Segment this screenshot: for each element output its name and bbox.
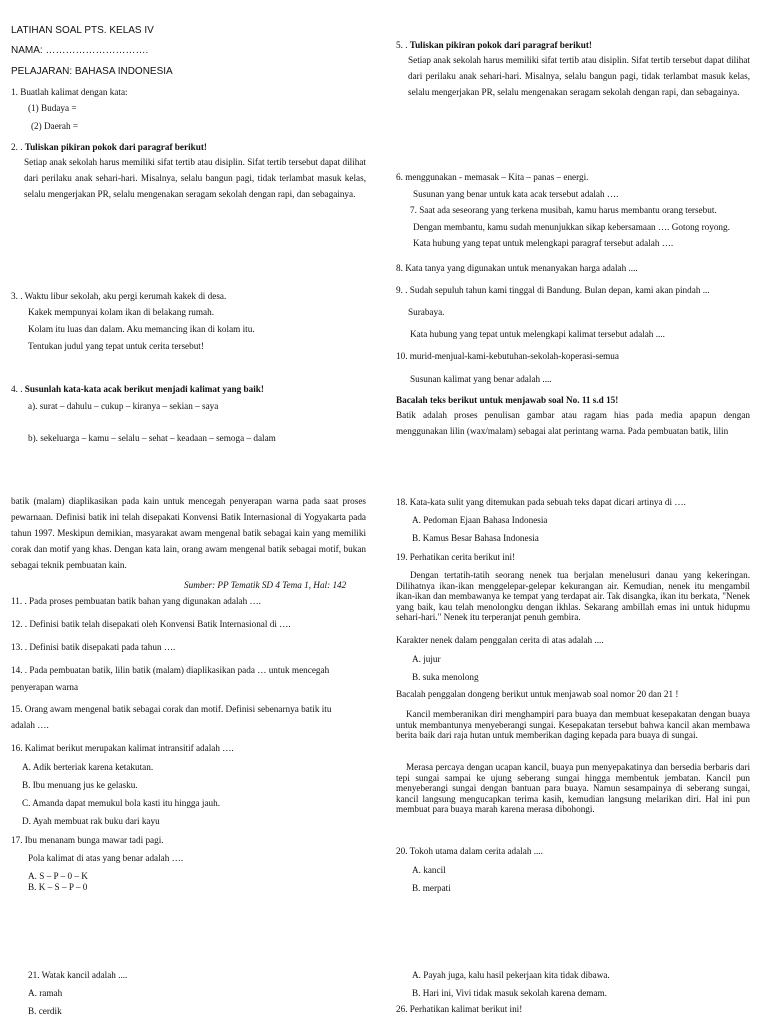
question-9-line-2: Surabaya. — [408, 307, 445, 317]
dongeng-paragraph-2: Merasa percaya dengan ucapan kancil, buaya pun menyepakatinya dan bersedia berbaris dari tepi sungai sampai ke ujung seberang sungai hingga membentuk jembatan. Kancil pun menyeberangi sungai dengan bantuan para buaya. Namun sesampainya di seberang sungai, kancil langsung mengucapkan terima kasih, kemudian langsung melarikan diri. Hal ini pun membuat para buaya marah karena merasa dibohongi. — [396, 762, 750, 815]
question-17: 17. Ibu menanam bunga mawar tadi pagi. — [11, 835, 164, 845]
question-4-instruction: Susunlah kata-kata acak berikut menjadi kalimat yang baik! — [24, 384, 264, 394]
batik-source: Sumber: PP Tematik SD 4 Tema 1, Hal: 142 — [184, 580, 347, 590]
question-1-item-b: (2) Daerah = — [31, 121, 79, 131]
question-15-line-2: adalah …. — [11, 720, 49, 730]
question-5 — [396, 40, 592, 52]
question-2-number: 2. . — [11, 142, 25, 152]
question-7-prompt: Kata hubung yang tepat untuk melengkapi paragraf tersebut adalah …. — [413, 238, 674, 248]
question-5-number: 5. . — [396, 40, 410, 50]
subject-label: PELAJARAN: BAHASA INDONESIA — [11, 66, 173, 77]
question-16: 16. Kalimat berikut merupakan kalimat intransitif adalah …. — [11, 743, 234, 753]
question-4-number: 4. . — [11, 384, 25, 394]
question-7: 7. Saat ada seseorang yang terkena musibah, kamu harus membantu orang tersebut. — [410, 205, 717, 215]
question-4-item-b: b). sekeluarga – kamu – selalu – sehat – keadaan – semoga – dalam — [28, 433, 276, 443]
question-9-prompt: Kata hubung yang tepat untuk melengkapi kalimat tersebut adalah .... — [410, 329, 665, 339]
question-18: 18. Kata-kata sulit yang ditemukan pada sebuah teks dapat dicari artinya di …. — [396, 497, 686, 507]
question-4-item-a: a). surat – dahulu – cukup – kiranya – sekian – saya — [28, 401, 219, 411]
question-4 — [11, 384, 264, 396]
question-26: 26. Perhatikan kalimat berikut ini! — [396, 1004, 523, 1014]
question-17-prompt: Pola kalimat di atas yang benar adalah …. — [28, 853, 184, 863]
dongeng-reading-heading: Bacalah penggalan dongeng berikut untuk menjawab soal nomor 20 dan 21 ! — [396, 689, 679, 699]
question-25-option-a: A. Payah juga, kalu hasil pekerjaan kita tidak dibawa. — [412, 970, 610, 980]
question-9: 9. . Sudah sepuluh tahun kami tinggal di Bandung. Bulan depan, kami akan pindah ... — [396, 285, 710, 295]
question-3-line-4: Tentukan judul yang tepat untuk cerita tersebut! — [28, 341, 204, 351]
question-17-option-b: B. K – S – P – 0 — [28, 882, 88, 892]
question-16-option-d: D. Ayah membuat rak buku dari kayu — [22, 816, 160, 826]
question-13: 13. . Definisi batik disepakati pada tahun …. — [11, 642, 176, 652]
question-19-story: Dengan tertatih-tatih seorang nenek tua berjalan menelusuri danau yang kekeringan. Dilihatnya ikan-ikan menggelepar-gelepar kekurangan air. Kemudian, nenek itu mengambil ikan-ikan dan membawanya ke tempat yang terdapat air. Tak disangka, ikan itu berkata, "Nenek yang baik, kau telah menolongku dengan ikhlas. Sekarang ambillah emas ini untuk hidupmu sehari-hari." Nenek itu terperanjat penuh gembira. — [396, 570, 750, 623]
question-21-option-a: A. ramah — [28, 988, 63, 998]
question-25-option-b: B. Hari ini, Vivi tidak masuk sekolah karena demam. — [412, 988, 607, 998]
question-6-prompt: Susunan yang benar untuk kata acak tersebut adalah …. — [413, 189, 619, 199]
question-20-option-a: A. kancil — [412, 865, 446, 875]
question-20-option-b: B. merpati — [412, 883, 451, 893]
question-6: 6. menggunakan - memasak – Kita – panas – energi. — [396, 172, 589, 182]
question-3: 3. . Waktu libur sekolah, aku pergi kerumah kakek di desa. — [11, 291, 227, 301]
question-3-line-2: Kakek mempunyai kolam ikan di belakang rumah. — [28, 307, 214, 317]
batik-paragraph-part-1: Batik adalah proses penulisan gambar atau ragam hias pada media apapun dengan menggunakan lilin (wax/malam) sebagai alat perintang warna. Pada pembuatan batik, lilin — [396, 410, 750, 437]
dongeng-paragraph-1: Kancil memberanikan diri menghampiri para buaya dan membuat kesepakatan dengan buaya untuk membantunya menyeberangi sungai. Kesepakatan tersebut bahwa kancil akan membawa berita baik dari raja hutan untuk memberikan daging kepada para buaya di sungai. — [396, 709, 750, 741]
question-15: 15. Orang awam mengenal batik sebagai corak dan motif. Definisi sebenarnya batik itu — [11, 704, 332, 714]
question-14: 14. . Pada pembuatan batik, lilin batik (malam) diaplikasikan pada … untuk mencegah — [11, 665, 330, 675]
question-5-instruction: Tuliskan pikiran pokok dari paragraf berikut! — [409, 40, 592, 50]
question-3-line-3: Kolam itu luas dan dalam. Aku memancing ikan di kolam itu. — [28, 324, 255, 334]
question-16-option-b: B. Ibu menuang jus ke gelasku. — [22, 780, 138, 790]
question-19-prompt: Karakter nenek dalam penggalan cerita di atas adalah .... — [396, 635, 604, 645]
question-11: 11. . Pada proses pembuatan batik bahan yang digunakan adalah …. — [11, 596, 261, 606]
question-18-option-b: B. Kamus Besar Bahasa Indonesia — [412, 533, 539, 543]
question-17-option-a: A. S – P – 0 – K — [28, 871, 88, 881]
question-1-item-a: (1) Budaya = — [28, 103, 77, 113]
question-2 — [11, 142, 207, 154]
question-7-line-2: Dengan membantu, kamu sudah menunjukkan sikap kebersamaan …. Gotong royong. — [413, 222, 730, 232]
question-18-option-a: A. Pedoman Ejaan Bahasa Indonesia — [412, 515, 548, 525]
question-8: 8. Kata tanya yang digunakan untuk menanyakan harga adalah .... — [396, 263, 638, 273]
question-2-paragraph: Setiap anak sekolah harus memiliki sifat tertib atau disiplin. Sifat tertib tersebut dapat dilihat dari perilaku anak sehari-hari. Misalnya, selalu bangun pagi, tidak terlambat masuk kelas, selalu mengerjakan PR, selalu mengenakan seragam sekolah dengan rapi, dan sebagainya. — [24, 157, 366, 200]
batik-reading-heading: Bacalah teks berikut untuk menjawab soal No. 11 s.d 15! — [396, 395, 619, 405]
question-16-option-a: A. Adik berteriak karena ketakutan. — [22, 762, 154, 772]
name-field-label: NAMA: …………………………. — [11, 45, 149, 56]
question-10: 10. murid-menjual-kami-kebutuhan-sekolah-koperasi-semua — [396, 351, 619, 361]
question-21: 21. Watak kancil adalah .... — [28, 970, 128, 980]
question-19-option-a: A. jujur — [412, 654, 441, 664]
question-5-paragraph: Setiap anak sekolah harus memiliki sifat tertib atau disiplin. Sifat tertib tersebut dapat dilihat dari perilaku anak sehari-hari. Misalnya, selalu bangun pagi, tidak terlambat masuk kelas, selalu mengerjakan PR, selalu mengenakan seragam sekolah dengan rapi, dan sebagainya. — [408, 55, 750, 98]
question-12: 12. . Definisi batik telah disepakati oleh Konvensi Batik Internasional di …. — [11, 619, 291, 629]
batik-paragraph-part-2: batik (malam) diaplikasikan pada kain untuk mencegah penyerapan warna pada saat proses pewarnaan. Definisi batik ini telah disepakati Konvensi Batik Internasional di Yogyakarta pada tahun 1997. Meskipun demikian, masyarakat awam mengenal batik sebagai kain yang memiliki corak dan motif yang khas. Dengan kata lain, orang awam mengenal batik sebagai motif, bukan sebagai teknik pembuatan kain. — [11, 496, 366, 571]
question-16-option-c: C. Amanda dapat memukul bola kasti itu hingga jauh. — [22, 798, 221, 808]
question-19-option-b: B. suka menolong — [412, 672, 479, 682]
question-1: 1. Buatlah kalimat dengan kata: — [11, 87, 128, 97]
question-14-line-2: penyerapan warna — [11, 682, 79, 692]
question-21-option-b: B. cerdik — [28, 1006, 62, 1016]
worksheet-title: LATIHAN SOAL PTS. KELAS IV — [11, 25, 154, 36]
question-20: 20. Tokoh utama dalam cerita adalah .... — [396, 846, 543, 856]
question-2-instruction: Tuliskan pikiran pokok dari paragraf berikut! — [24, 142, 207, 152]
question-10-prompt: Susunan kalimat yang benar adalah .... — [410, 374, 552, 384]
question-19: 19. Perhatikan cerita berikut ini! — [396, 552, 516, 562]
